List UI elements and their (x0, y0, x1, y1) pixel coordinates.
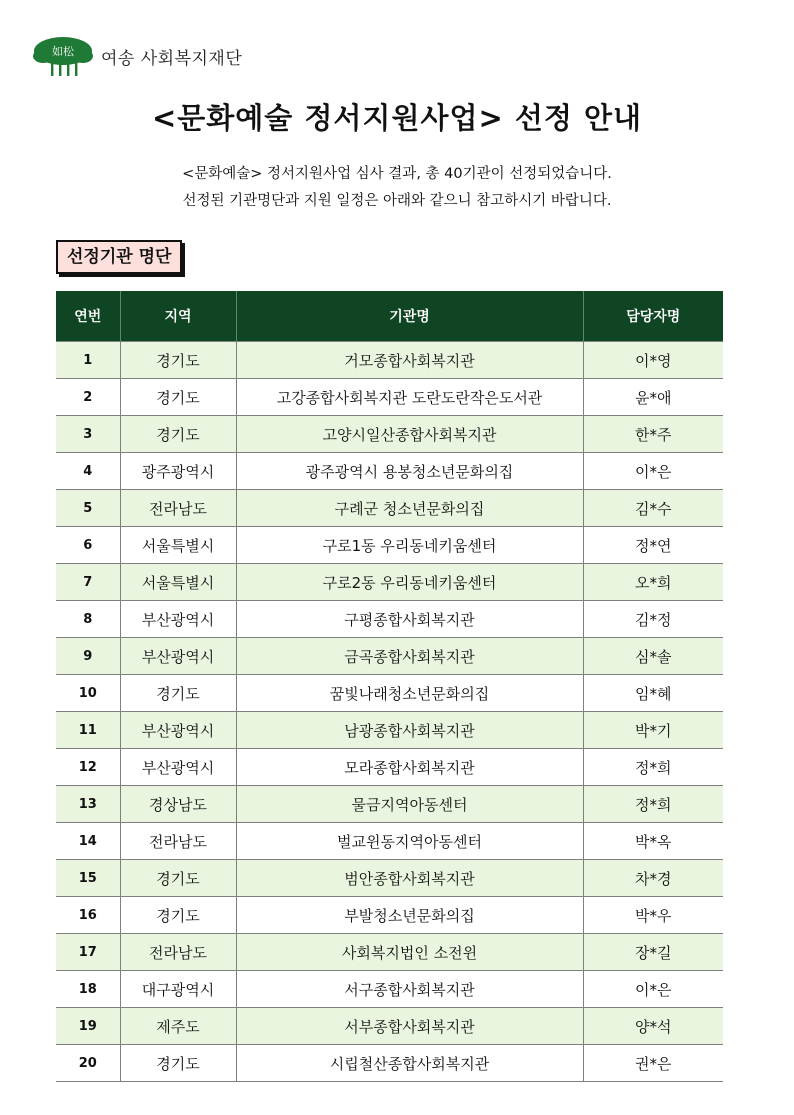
cell-region: 경상남도 (120, 786, 236, 823)
cell-region: 전라남도 (120, 934, 236, 971)
cell-manager: 정*희 (583, 786, 723, 823)
cell-region: 부산광역시 (120, 749, 236, 786)
cell-manager: 정*희 (583, 749, 723, 786)
cell-manager: 차*경 (583, 860, 723, 897)
cell-institution: 물금지역아동센터 (236, 786, 583, 823)
section-label: 선정기관 명단 (56, 240, 182, 274)
cell-institution: 부발청소년문화의집 (236, 897, 583, 934)
table-row (56, 638, 723, 675)
cell-institution: 범안종합사회복지관 (236, 860, 583, 897)
cell-number: 16 (56, 897, 120, 934)
svg-text:如松: 如松 (52, 45, 74, 58)
table-header-row (56, 291, 723, 342)
cell-number: 10 (56, 675, 120, 712)
cell-region: 경기도 (120, 1045, 236, 1082)
cell-number: 19 (56, 1008, 120, 1045)
table-row (56, 527, 723, 564)
selected-institutions-table (56, 291, 723, 1082)
table-row (56, 786, 723, 823)
cell-institution: 거모종합사회복지관 (236, 342, 583, 379)
cell-number: 20 (56, 1045, 120, 1082)
cell-institution: 광주광역시 용봉청소년문화의집 (236, 453, 583, 490)
cell-number: 4 (56, 453, 120, 490)
cell-region: 전라남도 (120, 490, 236, 527)
cell-institution: 서부종합사회복지관 (236, 1008, 583, 1045)
cell-number: 2 (56, 379, 120, 416)
cell-manager: 양*석 (583, 1008, 723, 1045)
table-body (56, 342, 723, 1082)
cell-region: 경기도 (120, 675, 236, 712)
table-row (56, 749, 723, 786)
cell-manager: 장*길 (583, 934, 723, 971)
cell-number: 1 (56, 342, 120, 379)
table-row (56, 823, 723, 860)
cell-institution: 구평종합사회복지관 (236, 601, 583, 638)
cell-number: 15 (56, 860, 120, 897)
cell-region: 경기도 (120, 379, 236, 416)
cell-manager: 박*기 (583, 712, 723, 749)
table-row (56, 601, 723, 638)
table-row (56, 1008, 723, 1045)
cell-manager: 윤*애 (583, 379, 723, 416)
cell-region: 전라남도 (120, 823, 236, 860)
cell-region: 경기도 (120, 897, 236, 934)
table-row (56, 934, 723, 971)
cell-region: 부산광역시 (120, 712, 236, 749)
table-row (56, 971, 723, 1008)
intro-line: <문화예술> 정서지원사업 심사 결과, 총 40기관이 선정되었습니다. (182, 166, 612, 182)
cell-manager: 심*솔 (583, 638, 723, 675)
column-header-number: 연번 (56, 291, 120, 342)
cell-number: 13 (56, 786, 120, 823)
cell-region: 부산광역시 (120, 601, 236, 638)
table-row (56, 453, 723, 490)
table-row (56, 897, 723, 934)
cell-manager: 한*주 (583, 416, 723, 453)
cell-manager: 오*희 (583, 564, 723, 601)
cell-institution: 구로2동 우리동네키움센터 (236, 564, 583, 601)
cell-manager: 이*은 (583, 971, 723, 1008)
cell-institution: 벌교윈동지역아동센터 (236, 823, 583, 860)
cell-region: 제주도 (120, 1008, 236, 1045)
foundation-logo (33, 34, 242, 78)
table-row (56, 342, 723, 379)
table-row (56, 490, 723, 527)
cell-institution: 시립철산종합사회복지관 (236, 1045, 583, 1082)
cell-institution: 사회복지법인 소전윈 (236, 934, 583, 971)
table-row (56, 675, 723, 712)
cell-number: 7 (56, 564, 120, 601)
cell-number: 9 (56, 638, 120, 675)
cell-number: 18 (56, 971, 120, 1008)
cell-manager: 박*옥 (583, 823, 723, 860)
cell-institution: 꿈빛나래청소년문화의집 (236, 675, 583, 712)
cell-number: 14 (56, 823, 120, 860)
cell-institution: 금곡종합사회복지관 (236, 638, 583, 675)
cell-region: 경기도 (120, 342, 236, 379)
tree-emblem-icon (33, 34, 93, 78)
cell-institution: 구로1동 우리동네키움센터 (236, 527, 583, 564)
table-row (56, 860, 723, 897)
cell-number: 5 (56, 490, 120, 527)
cell-manager: 정*연 (583, 527, 723, 564)
cell-region: 서울특별시 (120, 527, 236, 564)
cell-manager: 임*혜 (583, 675, 723, 712)
cell-manager: 권*은 (583, 1045, 723, 1082)
column-header-institution: 기관명 (236, 291, 583, 342)
cell-manager: 이*영 (583, 342, 723, 379)
cell-institution: 구례군 청소년문화의집 (236, 490, 583, 527)
cell-region: 경기도 (120, 860, 236, 897)
cell-manager: 김*수 (583, 490, 723, 527)
table-row (56, 379, 723, 416)
cell-number: 17 (56, 934, 120, 971)
cell-region: 대구광역시 (120, 971, 236, 1008)
cell-institution: 남광종합사회복지관 (236, 712, 583, 749)
table-row (56, 712, 723, 749)
cell-number: 11 (56, 712, 120, 749)
table-row (56, 1045, 723, 1082)
cell-number: 8 (56, 601, 120, 638)
cell-institution: 고양시일산종합사회복지관 (236, 416, 583, 453)
column-header-manager: 담당자명 (583, 291, 723, 342)
cell-region: 광주광역시 (120, 453, 236, 490)
cell-manager: 박*우 (583, 897, 723, 934)
cell-institution: 모라종합사회복지관 (236, 749, 583, 786)
cell-region: 부산광역시 (120, 638, 236, 675)
page-title: <문화예술 정서지원사업> 선정 안내 (151, 101, 643, 135)
cell-number: 3 (56, 416, 120, 453)
cell-region: 서울특별시 (120, 564, 236, 601)
cell-manager: 이*은 (583, 453, 723, 490)
foundation-name: 여송 사회복지재단 (101, 48, 243, 69)
cell-manager: 김*정 (583, 601, 723, 638)
cell-institution: 고강종합사회복지관 도란도란작은도서관 (236, 379, 583, 416)
intro-text (0, 161, 794, 215)
cell-institution: 서구종합사회복지관 (236, 971, 583, 1008)
cell-number: 6 (56, 527, 120, 564)
table-row (56, 564, 723, 601)
intro-line: 선정된 기관명단과 지원 일정은 아래와 같으니 참고하시기 바랍니다. (182, 193, 612, 209)
cell-number: 12 (56, 749, 120, 786)
column-header-region: 지역 (120, 291, 236, 342)
table-row (56, 416, 723, 453)
cell-region: 경기도 (120, 416, 236, 453)
